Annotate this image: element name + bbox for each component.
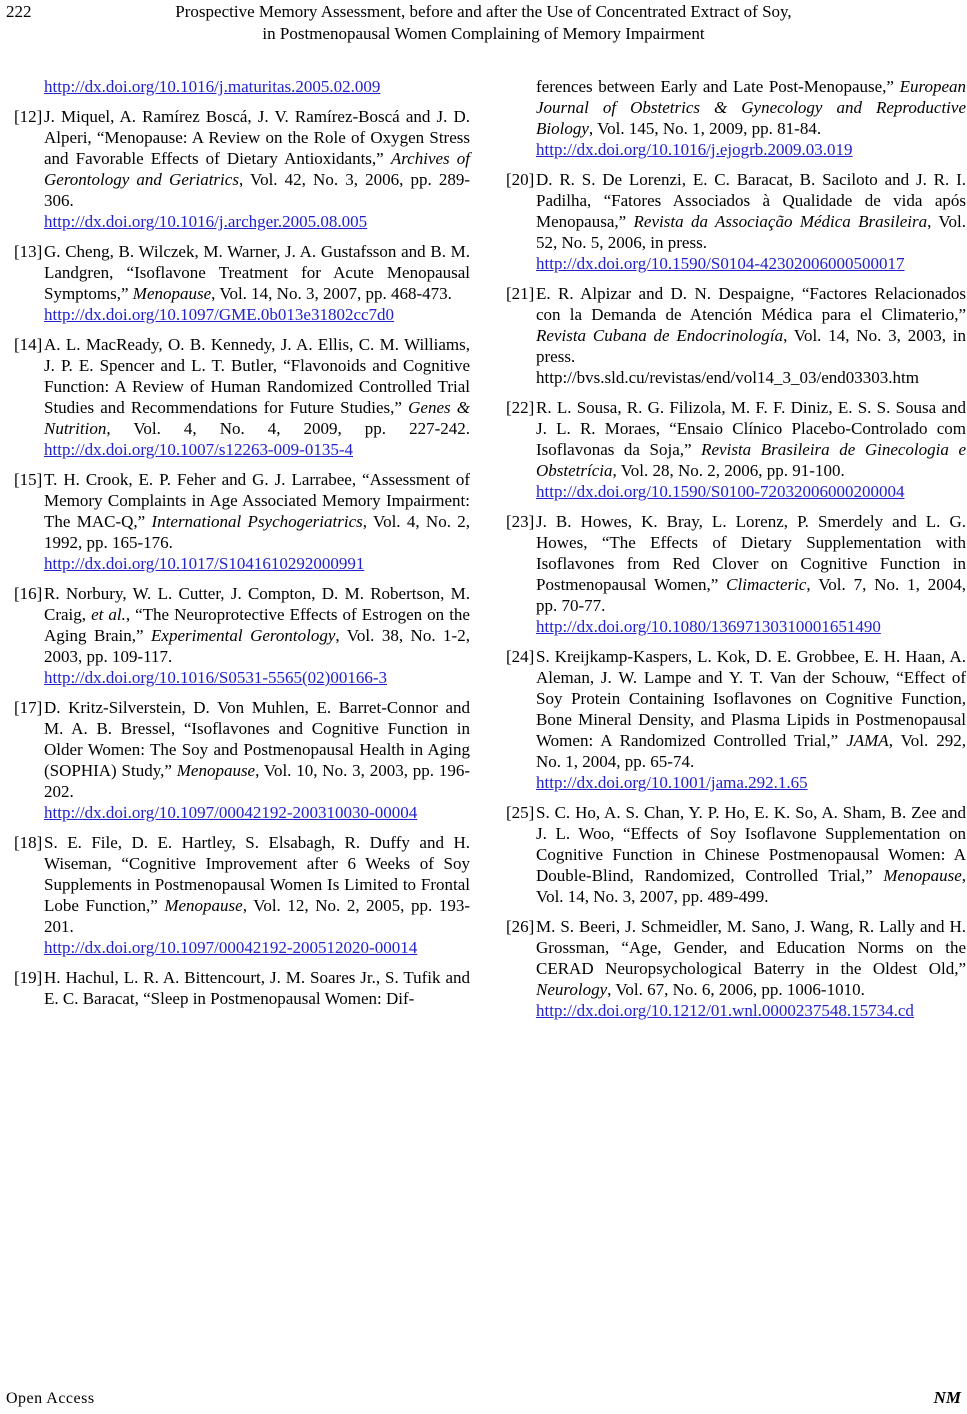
reference-text bbox=[536, 802, 966, 907]
reference-text-segment: A. L. MacReady, O. B. Kennedy, J. A. Ellis, C. M. Williams, J. P. E. Spencer and L. T. Butler, “Flavonoids and Cognitive Function: A Review of Human Randomized Controlled Trial Studies and Recommendations for Future Studies,” bbox=[44, 335, 470, 417]
reference-number: [19] bbox=[14, 968, 43, 987]
journal-name: International Psychogeriatrics bbox=[151, 512, 363, 531]
url-text: http://bvs.sld.cu/revistas/end/vol14_3_03/end03303.htm bbox=[536, 368, 919, 387]
running-title-line1: Prospective Memory Assessment, before and after the Use of Concentrated Extract of Soy, bbox=[175, 2, 792, 21]
journal-name: Menopause bbox=[883, 866, 962, 885]
reference-number: [17] bbox=[14, 698, 43, 717]
reference-item bbox=[14, 106, 470, 232]
doi-link[interactable]: http://dx.doi.org/10.1212/01.wnl.0000237548.15734.cd bbox=[536, 1001, 914, 1020]
reference-text bbox=[44, 832, 470, 958]
reference-text-segment: , Vol. 4, No. 2, 1992, pp. 165-176. bbox=[44, 512, 471, 552]
reference-text-segment: , “The Neuroprotective Effects of Estrogen on the Aging Brain,” bbox=[44, 605, 470, 645]
reference-item bbox=[14, 967, 470, 1009]
reference-number: [24] bbox=[506, 647, 535, 666]
reference-text-segment: S. E. File, D. E. Hartley, S. Elsabagh, R. Duffy and H. Wiseman, “Cognitive Improvement after 6 Weeks of Soy Supplements in Postmenopausal Women Is Limited to Frontal Lobe Function,” bbox=[44, 833, 470, 915]
journal-name: Revista Brasileira de Ginecologia e Obstetrícia bbox=[536, 440, 966, 480]
page-header bbox=[0, 0, 967, 45]
doi-link[interactable]: http://dx.doi.org/10.1016/j.archger.2005.08.005 bbox=[44, 212, 368, 231]
running-title bbox=[0, 0, 967, 45]
references-section bbox=[14, 76, 966, 1030]
reference-text-segment: E. R. Alpizar and D. N. Despaigne, “Factores Relacionados con la Demanda de Atención Médica para el Climaterio,” bbox=[536, 284, 966, 324]
reference-text-segment: , Vol. 28, No. 2, 2006, pp. 91-100. bbox=[612, 461, 845, 480]
reference-number: [13] bbox=[14, 242, 43, 261]
reference-text-segment: , Vol. 42, No. 3, 2006, pp. 289-306. bbox=[44, 170, 470, 210]
reference-item bbox=[506, 76, 966, 160]
reference-item bbox=[506, 802, 966, 907]
reference-number: [25] bbox=[506, 803, 535, 822]
reference-text bbox=[44, 76, 470, 97]
journal-abbreviation: NM bbox=[933, 1388, 961, 1407]
journal-name: Menopause bbox=[176, 761, 256, 780]
journal-name: Menopause bbox=[132, 284, 212, 303]
reference-item bbox=[506, 283, 966, 388]
journal-name: Revista Cubana de Endocrinología bbox=[536, 326, 784, 345]
reference-text-segment: , Vol. 14, No. 3, 2007, pp. 468-473. bbox=[211, 284, 452, 303]
reference-text-segment: R. L. Sousa, R. G. Filizola, M. F. F. Diniz, E. S. S. Sousa and J. L. R. Moraes, “Ensaio Clínico Placebo-Controlado com Isoflavonas da Soja,” bbox=[536, 398, 966, 459]
reference-item bbox=[14, 697, 470, 823]
reference-text bbox=[536, 916, 966, 1021]
reference-text bbox=[536, 646, 966, 793]
references-column-left bbox=[14, 76, 470, 1030]
reference-text bbox=[44, 106, 470, 232]
reference-text-segment: D. R. S. De Lorenzi, E. C. Baracat, B. Saciloto and J. R. I. Padilha, “Fatores Associados à Qualidade de vida após Menopausa,” bbox=[536, 170, 966, 231]
reference-item bbox=[14, 241, 470, 325]
reference-text bbox=[44, 241, 470, 325]
reference-text-segment: ferences between Early and Late Post-Menopause,” bbox=[536, 77, 900, 96]
reference-item bbox=[14, 469, 470, 574]
reference-text bbox=[44, 334, 470, 460]
journal-name: Experimental Gerontology bbox=[151, 626, 336, 645]
reference-text-segment: D. Kritz-Silverstein, D. Von Muhlen, E. Barret-Connor and M. A. B. Bressel, “Isoflavones and Cognitive Function in Older Women: The Soy and Postmenopausal Health in Aging (SOPHIA) Study,” bbox=[44, 698, 470, 780]
reference-text-segment: , Vol. 67, No. 6, 2006, pp. 1006-1010. bbox=[607, 980, 865, 999]
reference-text bbox=[44, 583, 470, 688]
reference-text-segment: , Vol. 12, No. 2, 2005, pp. 193-201. bbox=[44, 896, 470, 936]
reference-text-segment: , Vol. 7, No. 1, 2004, pp. 70-77. bbox=[536, 575, 966, 615]
reference-text-segment: , Vol. 52, No. 5, 2006, in press. bbox=[536, 212, 966, 252]
reference-text-segment: G. Cheng, B. Wilczek, M. Warner, J. A. Gustafsson and B. M. Landgren, “Isoflavone Treatment for Acute Menopausal Symptoms,” bbox=[44, 242, 470, 303]
reference-text-segment: J. B. Howes, K. Bray, L. Lorenz, P. Smerdely and L. G. Howes, “The Effects of Dietary Supplementation with Isoflavones from Red Clover on Cognitive Function in Postmenopausal Women,” bbox=[536, 512, 966, 594]
reference-text-segment: , Vol. 14, No. 3, 2007, pp. 489-499. bbox=[536, 866, 966, 906]
page-number: 222 bbox=[6, 2, 32, 21]
reference-text bbox=[536, 397, 966, 502]
doi-link[interactable]: http://dx.doi.org/10.1016/j.maturitas.2005.02.009 bbox=[44, 77, 381, 96]
doi-link[interactable]: http://dx.doi.org/10.1007/s12263-009-0135-4 bbox=[44, 440, 353, 459]
doi-link[interactable]: http://dx.doi.org/10.1080/13697130310001651490 bbox=[536, 617, 881, 636]
reference-number: [14] bbox=[14, 335, 43, 354]
doi-link[interactable]: http://dx.doi.org/10.1017/S1041610292000991 bbox=[44, 554, 365, 573]
reference-item bbox=[14, 583, 470, 688]
journal-name: Menopause bbox=[164, 896, 243, 915]
reference-text bbox=[44, 469, 470, 574]
journal-name: European Journal of Obstetrics & Gynecology and Reproductive Biology bbox=[536, 77, 966, 138]
reference-text bbox=[536, 169, 966, 274]
reference-number bbox=[14, 76, 44, 97]
journal-name: Genes & Nutrition bbox=[44, 398, 470, 438]
reference-text bbox=[536, 283, 966, 388]
journal-name: Revista da Associação Médica Brasileira bbox=[633, 212, 928, 231]
journal-name: JAMA bbox=[846, 731, 889, 750]
doi-link[interactable]: http://dx.doi.org/10.1001/jama.292.1.65 bbox=[536, 773, 808, 792]
doi-link[interactable]: http://dx.doi.org/10.1016/j.ejogrb.2009.03.019 bbox=[536, 140, 853, 159]
reference-text-segment: S. Kreijkamp-Kaspers, L. Kok, D. E. Grobbee, E. H. Haan, A. Aleman, J. W. Lampe and Y. T. Van der Schouw, “Effect of Soy Protein Containing Isoflavones on Cognitive Function, Bone Mineral Density, and Plasma Lipids in Postmenopausal Women: A Randomized Controlled Trial,” bbox=[536, 647, 966, 750]
reference-number: [23] bbox=[506, 512, 535, 531]
reference-text bbox=[536, 76, 966, 160]
journal-name: Neurology bbox=[536, 980, 608, 999]
reference-item bbox=[14, 334, 470, 460]
journal-name: Climacteric bbox=[726, 575, 807, 594]
reference-number: [18] bbox=[14, 833, 43, 852]
journal-name: Archives of Gerontology and Geriatrics bbox=[44, 149, 470, 189]
doi-link[interactable]: http://dx.doi.org/10.1016/S0531-5565(02)00166-3 bbox=[44, 668, 387, 687]
reference-item bbox=[506, 646, 966, 793]
reference-text bbox=[44, 967, 470, 1009]
reference-item bbox=[14, 832, 470, 958]
reference-number bbox=[506, 76, 536, 160]
reference-item bbox=[506, 511, 966, 637]
doi-link[interactable]: http://dx.doi.org/10.1097/00042192-200310030-00004 bbox=[44, 803, 418, 822]
reference-text-segment: , Vol. 292, No. 1, 2004, pp. 65-74. bbox=[536, 731, 966, 771]
reference-number: [26] bbox=[506, 917, 535, 936]
reference-text-segment: , Vol. 4, No. 4, 2009, pp. 227-242. bbox=[106, 419, 470, 438]
doi-link[interactable]: http://dx.doi.org/10.1097/GME.0b013e31802cc7d0 bbox=[44, 305, 395, 324]
doi-link[interactable]: http://dx.doi.org/10.1097/00042192-200512020-00014 bbox=[44, 938, 418, 957]
reference-text-segment: , Vol. 145, No. 1, 2009, pp. 81-84. bbox=[588, 119, 822, 138]
reference-number: [15] bbox=[14, 470, 43, 489]
reference-number: [12] bbox=[14, 107, 43, 126]
reference-number: [20] bbox=[506, 170, 535, 189]
references-column-right bbox=[506, 76, 966, 1030]
reference-text bbox=[536, 511, 966, 637]
doi-link[interactable]: http://dx.doi.org/10.1590/S0104-42302006000500017 bbox=[536, 254, 905, 273]
reference-text-segment: T. H. Crook, E. P. Feher and G. J. Larrabee, “Assessment of Memory Complaints in Age Associated Memory Impairment: The MAC-Q,” bbox=[44, 470, 470, 531]
journal-name: et al. bbox=[91, 605, 126, 624]
reference-text-segment: , Vol. 14, No. 3, 2003, in press. bbox=[536, 326, 966, 366]
reference-text-segment: H. Hachul, L. R. A. Bittencourt, J. M. Soares Jr., S. Tufik and E. C. Baracat, “Sleep in Postmenopausal Women: Dif- bbox=[44, 968, 470, 1008]
doi-link[interactable]: http://dx.doi.org/10.1590/S0100-72032006000200004 bbox=[536, 482, 905, 501]
running-title-line2: in Postmenopausal Women Complaining of Memory Impairment bbox=[262, 24, 705, 43]
reference-item bbox=[506, 916, 966, 1021]
reference-text-segment: R. Norbury, W. L. Cutter, J. Compton, D. M. Robertson, M. Craig, bbox=[44, 584, 470, 624]
reference-text-segment: , Vol. 10, No. 3, 2003, pp. 196-202. bbox=[44, 761, 470, 801]
reference-text-segment: M. S. Beeri, J. Schmeidler, M. Sano, J. Wang, R. Lally and H. Grossman, “Age, Gender, and Education Norms on the CERAD Neuropsychological Baterry in the Oldest Old,” bbox=[536, 917, 966, 978]
reference-text-segment: , Vol. 38, No. 1-2, 2003, pp. 109-117. bbox=[44, 626, 470, 666]
reference-text-segment: S. C. Ho, A. S. Chan, Y. P. Ho, E. K. So, A. Sham, B. Zee and J. L. Woo, “Effects of Soy Isoflavone Supplementation on Cognitive Function in Chinese Postmenopausal Women: A Double-Blind, Randomized, Controlled Trial,” bbox=[536, 803, 966, 885]
reference-item bbox=[14, 76, 470, 97]
open-access-label: Open Access bbox=[6, 1390, 95, 1407]
reference-number: [21] bbox=[506, 284, 535, 303]
page-footer bbox=[6, 1388, 961, 1408]
reference-item bbox=[506, 397, 966, 502]
reference-number: [22] bbox=[506, 398, 535, 417]
reference-number: [16] bbox=[14, 584, 43, 603]
reference-item bbox=[506, 169, 966, 274]
reference-text-segment: J. Miquel, A. Ramírez Boscá, J. V. Ramírez-Boscá and J. D. Alperi, “Menopause: A Review on the Role of Oxygen Stress and Favorable Effects of Dietary Antioxidants,” bbox=[44, 107, 470, 168]
reference-text bbox=[44, 697, 470, 823]
